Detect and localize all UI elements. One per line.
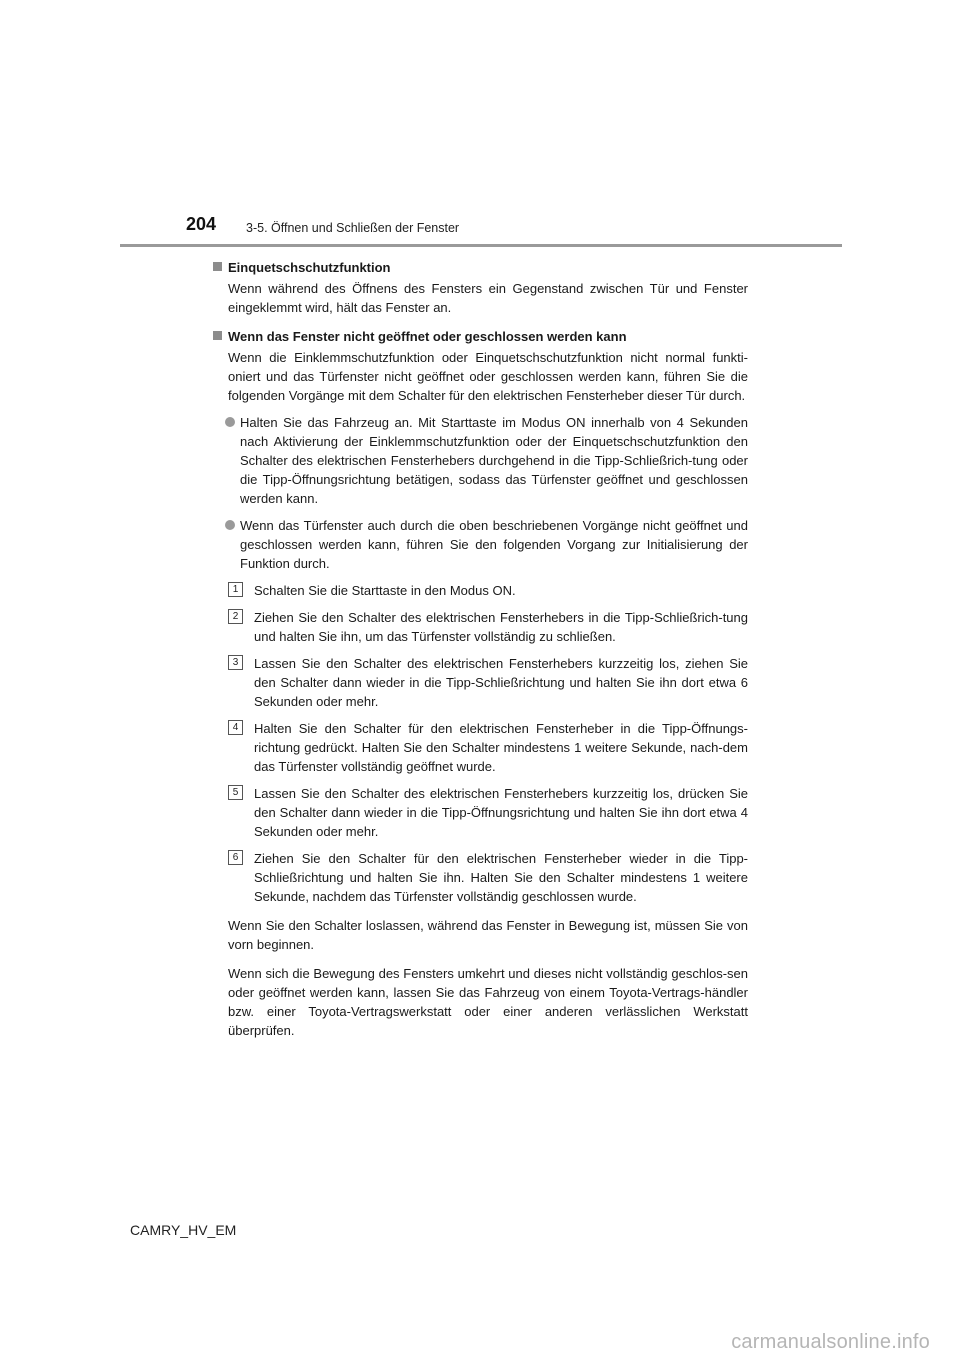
heading-nicht-geoeffnet — [212, 327, 748, 346]
paragraph-dealer-note: Wenn sich die Bewegung des Fensters umkehrt und dieses nicht vollständig geschlos-sen oder geöffnet werden kann, lassen Sie das Fahrzeug von einem Toyota-Vertrags-händler bzw. einer Toyota-Vertragswerkstatt oder einer anderen verlässlichen Werkstatt überprüfen. — [228, 966, 748, 1038]
list-item-text: Wenn das Türfenster auch durch die oben beschriebenen Vorgänge nicht geöffnet und geschlossen werden kann, führen Sie den folgenden Vorgang zur Initialisierung der Funktion durch. — [240, 518, 748, 571]
step-item — [212, 784, 748, 841]
step-text: Halten Sie den Schalter für den elektrischen Fensterheber in die Tipp-Öffnungs-richtung gedrückt. Halten Sie den Schalter mindestens 1 weitere Sekunde, nach-dem das Türfenster vollständig geöffnet wurde. — [254, 721, 748, 774]
step-text: Ziehen Sie den Schalter für den elektrischen Fensterheber wieder in die Tipp-Schließrichtung und halten Sie ihn. Halten Sie den Schalter mindestens 1 weitere Sekunde, nachdem das Türfenster vollständig geschlossen wurde. — [254, 851, 748, 904]
step-number-badge: 1 — [228, 582, 243, 597]
step-text: Schalten Sie die Starttaste in den Modus ON. — [254, 583, 516, 598]
step-number-badge: 4 — [228, 720, 243, 735]
step-text: Lassen Sie den Schalter des elektrischen Fensterhebers kurzzeitig los, ziehen Sie den Schalter dann wieder in die Tipp-Schließrichtung und halten Sie ihn dort etwa 6 Sekunden oder mehr. — [254, 656, 748, 709]
paragraph-einquetschschutz: Wenn während des Öffnens des Fensters ein Gegenstand zwischen Tür und Fenster eingeklemmt wird, hält das Fenster an. — [228, 281, 748, 315]
step-number-badge: 3 — [228, 655, 243, 670]
step-number-badge: 6 — [228, 850, 243, 865]
page-content — [212, 254, 748, 1040]
list-item — [212, 413, 748, 508]
watermark: carmanualsonline.info — [731, 1331, 930, 1353]
step-text: Lassen Sie den Schalter des elektrischen Fensterhebers kurzzeitig los, drücken Sie den Schalter dann wieder in die Tipp-Öffnungsrichtung und halten Sie ihn dort etwa 4 Sekunden oder mehr. — [254, 786, 748, 839]
list-item — [212, 516, 748, 573]
step-number-badge: 2 — [228, 609, 243, 624]
step-text: Ziehen Sie den Schalter des elektrischen Fensterhebers in die Tipp-Schließrich-tung und halten Sie ihn, um das Türfenster vollständig zu schließen. — [254, 610, 748, 644]
header-divider — [120, 244, 842, 247]
section-title: 3-5. Öffnen und Schließen der Fenster — [246, 221, 460, 235]
step-item — [212, 719, 748, 776]
square-bullet-icon — [213, 262, 222, 271]
step-number-badge: 5 — [228, 785, 243, 800]
footer-model-code: CAMRY_HV_EM — [130, 1222, 237, 1238]
circle-bullet-icon — [225, 520, 235, 530]
step-item — [212, 581, 748, 600]
step-item — [212, 608, 748, 646]
list-item-text: Halten Sie das Fahrzeug an. Mit Starttaste im Modus ON innerhalb von 4 Sekunden nach Aktivierung der Einklemmschutzfunktion oder der Einquetschschutzfunktion den Schalter des elektrischen Fensterhebers durchgehend in die Tipp-Schließrich-tung oder die Tipp-Öffnungsrichtung betätigen, sodass das Türfenster geöffnet und geschlossen werden kann. — [240, 415, 748, 506]
heading-text: Einquetschschutzfunktion — [228, 260, 391, 275]
circle-bullet-icon — [225, 417, 235, 427]
paragraph-nicht-geoeffnet: Wenn die Einklemmschutzfunktion oder Einquetschschutzfunktion nicht normal funkti-oniert und das Türfenster nicht geöffnet oder geschlossen werden kann, führen Sie die folgenden Vorgänge mit dem Schalter für den elektrischen Fensterheber dieser Tür durch. — [228, 350, 748, 403]
heading-einquetschschutz — [212, 258, 748, 277]
paragraph-restart-note: Wenn Sie den Schalter loslassen, während das Fenster in Bewegung ist, müssen Sie von vorn beginnen. — [228, 918, 748, 952]
page-number: 204 — [186, 214, 217, 234]
square-bullet-icon — [213, 331, 222, 340]
step-item — [212, 654, 748, 711]
heading-text: Wenn das Fenster nicht geöffnet oder geschlossen werden kann — [228, 329, 627, 344]
step-item — [212, 849, 748, 906]
